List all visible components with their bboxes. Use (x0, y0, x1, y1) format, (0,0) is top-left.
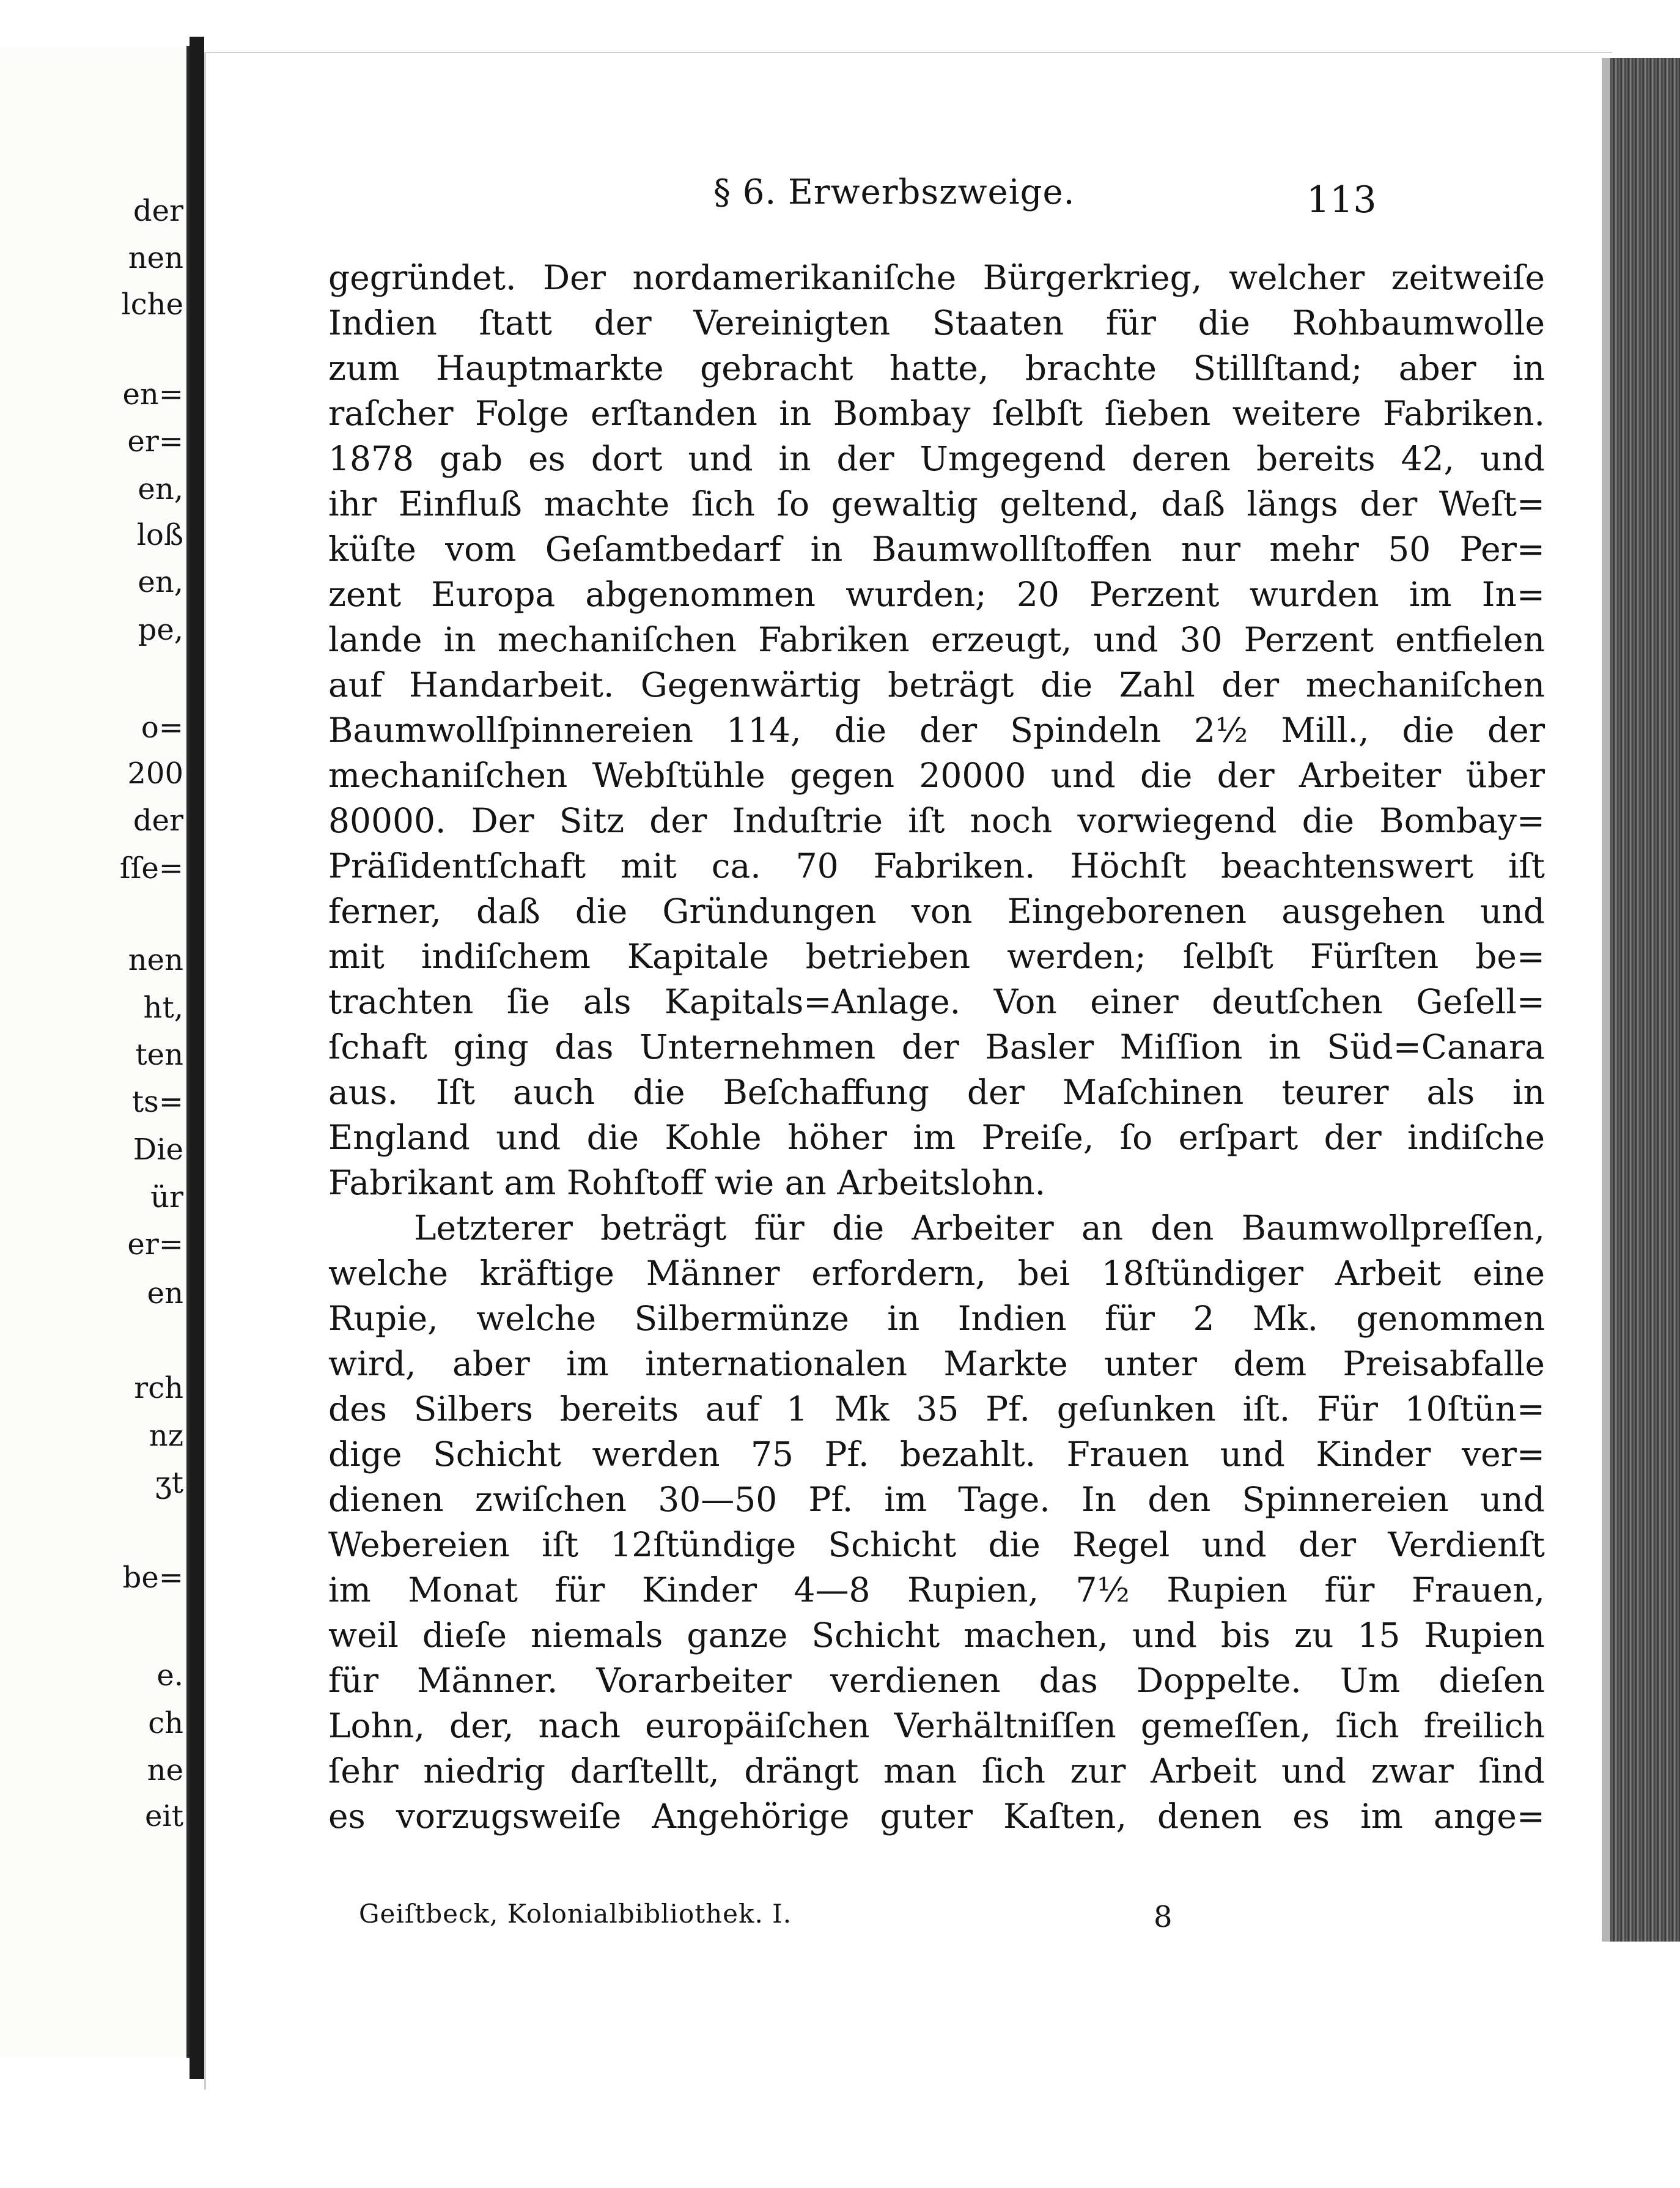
text-line: ſchaft ging das Unternehmen der Basler Miſſion in Süd=Canara (328, 1027, 1545, 1066)
left-page-fragment: der (133, 194, 183, 228)
left-page-fragment: er= (127, 1227, 183, 1262)
left-page-fragment: nen (128, 241, 183, 275)
left-page-fragment: ʒt (155, 1466, 183, 1500)
left-page-text-fragments (0, 46, 183, 2058)
left-page-fragment: Die (133, 1133, 183, 1167)
left-page-fragment: nen (128, 943, 183, 977)
text-line: es vorzugsweiſe Angehörige guter Kaſten, denen es im ange= (328, 1797, 1545, 1836)
text-line: Rupie, welche Silbermünze in Indien für 2 Mk. genommen (328, 1299, 1545, 1338)
left-page-fragment: en, (138, 472, 183, 506)
text-line: wird, aber im internationalen Markte unter dem Preisabfalle (328, 1344, 1545, 1383)
left-page-fragment: lche (121, 287, 183, 322)
text-line: ferner, daß die Gründungen von Eingeborenen ausgehen und (328, 892, 1545, 931)
text-line: mit indiſchem Kapitale betrieben werden; ſelbſt Fürſten be= (328, 937, 1545, 976)
text-line: gegründet. Der nordamerikaniſche Bürgerkrieg, welcher zeitweiſe (328, 258, 1545, 297)
running-head: § 6. Erwerbszweige. (713, 172, 1075, 212)
text-line: dienen zwiſchen 30—50 Pf. im Tage. In den Spinnereien und (328, 1480, 1545, 1519)
left-page-fragment: ch (148, 1706, 183, 1740)
text-line: küſte vom Geſamtbedarf in Baumwollſtoffen nur mehr 50 Per= (328, 530, 1545, 569)
left-page-fragment: e. (157, 1658, 183, 1693)
text-line: Fabrikant am Rohſtoff wie an Arbeitslohn. (328, 1163, 1046, 1202)
main-page (204, 52, 1612, 2090)
left-page-fragment: pe, (138, 613, 183, 647)
left-page-fragment: en, (138, 565, 183, 599)
text-line: 1878 gab es dort und in der Umgegend deren bereits 42, und (328, 439, 1545, 478)
left-page-fragment: ts= (131, 1085, 183, 1119)
body-text (328, 255, 1545, 1839)
left-page-fragment: en= (122, 377, 183, 412)
left-page-fragment: eit (144, 1799, 183, 1833)
text-line: raſcher Folge erſtanden in Bombay ſelbſt ſieben weitere Fabriken. (328, 394, 1545, 433)
text-line: welche kräftige Männer erfordern, bei 18ſtündiger Arbeit eine (328, 1254, 1545, 1293)
printer-signature: Geiſtbeck, Kolonialbibliothek. I. (359, 1899, 792, 1929)
text-line: ihr Einfluß machte ſich ſo gewaltig geltend, daß längs der Weſt= (328, 484, 1545, 523)
left-page-fragment: 200 (127, 756, 183, 791)
text-line: Baumwollſpinnereien 114, die der Spindeln 2½ Mill., die der (328, 711, 1545, 750)
left-page-fragment: ht, (143, 991, 183, 1025)
left-page-fragment: o= (141, 711, 183, 745)
left-page-fragment: rch (134, 1371, 183, 1405)
text-line: weil dieſe niemals ganze Schicht machen, und bis zu 15 Rupien (328, 1616, 1545, 1655)
text-line: auf Handarbeit. Gegenwärtig beträgt die Zahl der mechaniſchen (328, 665, 1545, 704)
text-line: ſehr niedrig darſtellt, drängt man ſich zur Arbeit und zwar ſind (328, 1751, 1545, 1791)
text-line: zum Hauptmarkte gebracht hatte, brachte Stillſtand; aber in (328, 349, 1545, 388)
page-number: 113 (1306, 179, 1377, 221)
text-line: zent Europa abgenommen wurden; 20 Perzent wurden im In= (328, 575, 1545, 614)
text-line: Präſidentſchaft mit ca. 70 Fabriken. Höchſt beachtenswert iſt (328, 846, 1545, 885)
text-line: Lohn, der, nach europäiſchen Verhältniſſen gemeſſen, ſich freilich (328, 1706, 1545, 1745)
book-gutter (190, 37, 204, 2079)
text-line: für Männer. Vorarbeiter verdienen das Doppelte. Um dieſen (328, 1661, 1545, 1700)
left-page-fragment: er= (127, 424, 183, 459)
left-page-fragment: nz (149, 1419, 183, 1453)
text-line: des Silbers bereits auf 1 Mk 35 Pf. geſunken iſt. Für 10ſtün= (328, 1389, 1545, 1428)
text-line: Letzterer beträgt für die Arbeiter an den Baumwollpreſſen, (414, 1208, 1545, 1247)
text-line: Indien ſtatt der Vereinigten Staaten für die Rohbaumwolle (328, 303, 1545, 342)
text-line: trachten ſie als Kapitals=Anlage. Von einer deutſchen Geſell= (328, 982, 1545, 1021)
left-page-fragment: loß (136, 518, 183, 552)
left-page-fragment: be= (122, 1561, 183, 1595)
left-page-fragment: en (147, 1276, 183, 1310)
left-page-fragment: ſſe= (119, 851, 183, 885)
left-facing-page (0, 46, 190, 2058)
text-line: aus. Iſt auch die Beſchaffung der Maſchinen teurer als in (328, 1073, 1545, 1112)
text-line: England und die Kohle höher im Preiſe, ſo erſpart der indiſche (328, 1118, 1545, 1157)
signature-mark: 8 (1154, 1900, 1173, 1934)
left-page-fragment: ür (150, 1180, 183, 1214)
left-page-fragment: ne (147, 1753, 183, 1787)
text-line: lande in mechaniſchen Fabriken erzeugt, und 30 Perzent entfielen (328, 620, 1545, 659)
text-line: 80000. Der Sitz der Induſtrie iſt noch vorwiegend die Bombay= (328, 801, 1545, 840)
text-line: Webereien iſt 12ſtündige Schicht die Regel und der Verdienſt (328, 1525, 1545, 1564)
page-edges (1610, 58, 1680, 1942)
left-page-fragment: ten (135, 1038, 183, 1072)
left-page-fragment: der (133, 804, 183, 838)
text-line: im Monat für Kinder 4—8 Rupien, 7½ Rupien für Frauen, (328, 1570, 1545, 1610)
text-line: mechaniſchen Webſtühle gegen 20000 und die der Arbeiter über (328, 756, 1545, 795)
text-line: dige Schicht werden 75 Pf. bezahlt. Frauen und Kinder ver= (328, 1435, 1545, 1474)
